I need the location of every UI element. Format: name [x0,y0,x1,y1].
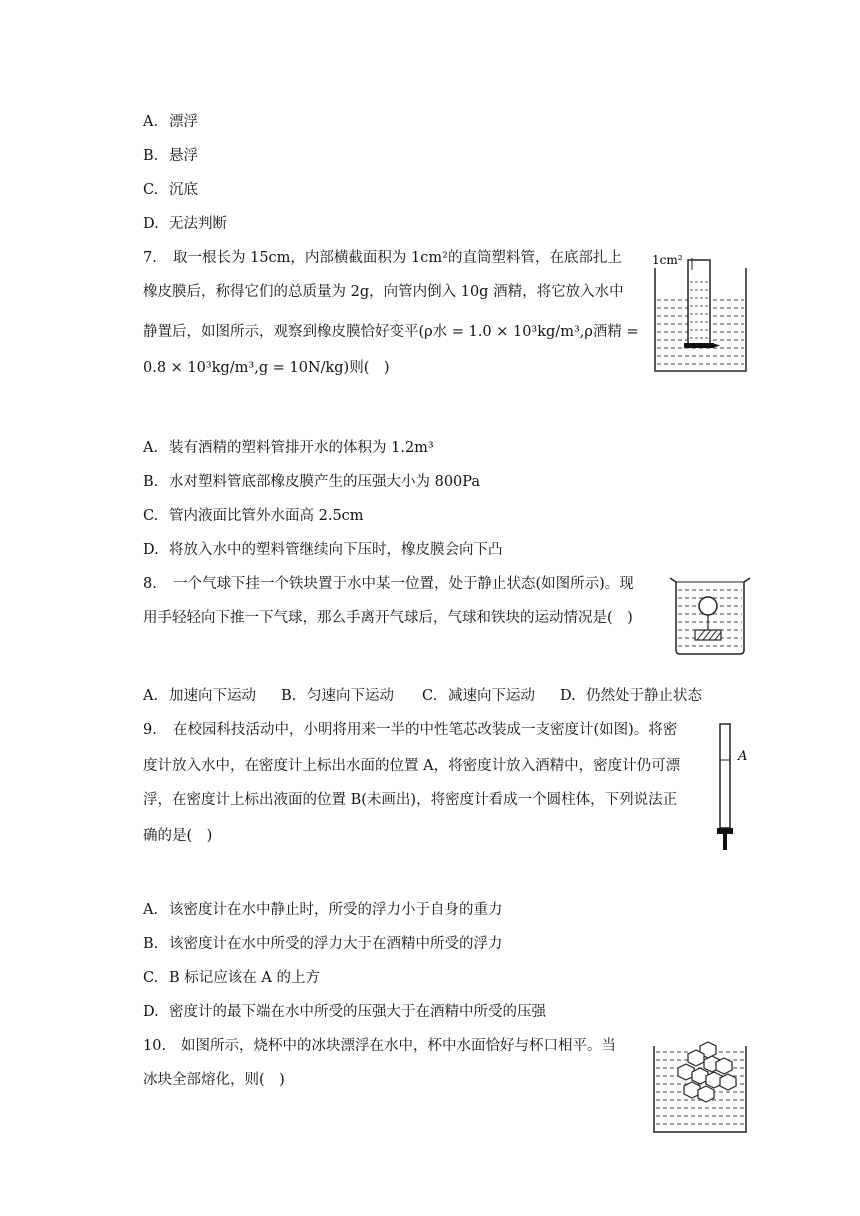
q9-option-b: B. 该密度计在水中所受的浮力大于在酒精中所受的浮力 [143,936,503,952]
q6-option-a: A. 漂浮 [143,114,198,130]
ice-cubes [678,1042,736,1102]
q8-option-c: C. 减速向下运动 [422,688,535,704]
q10-line-1: 10. 如图所示，烧杯中的冰块漂浮在水中，杯中水面恰好与杯口相平。当 [143,1038,616,1054]
q9-option-c: C. B 标记应该在 A 的上方 [143,970,320,986]
q9-line-2: 度计放入水中，在密度计上标出水面的位置 A，将密度计放入酒精中，密度计仍可漂 [143,758,681,774]
q7-line-1: 7. 取一根长为 15cm，内部横截面积为 1cm²的直筒塑料管，在底部扎上 [143,250,622,266]
q7-line-4: 0.8 × 10³kg/m³,g = 10N/kg)则( ) [143,360,390,376]
q8-line-1: 8. 一个气球下挂一个铁块置于水中某一位置，处于静止状态(如图所示)。现 [143,576,634,592]
q9-option-d: D. 密度计的最下端在水中所受的压强大于在酒精中所受的压强 [143,1004,546,1020]
q7-option-d: D. 将放入水中的塑料管继续向下压时，橡皮膜会向下凸 [143,542,503,558]
q8-options-row [143,686,702,706]
q8-option-d: D. 仍然处于静止状态 [560,688,702,704]
q9-line-3: 浮，在密度计上标出液面的位置 B(未画出)，将密度计看成一个圆柱体，下列说法正 [143,792,678,808]
q9-figure-label: A [738,749,748,764]
q10-line-2: 冰块全部熔化，则( ) [143,1072,285,1088]
q8-balloon-figure [668,574,752,658]
q9-line-4: 确的是( ) [143,828,213,844]
balloon-shape [699,597,717,615]
q10-ice-beaker-figure [650,1040,750,1134]
q7-option-a: A. 装有酒精的塑料管排开水的体积为 1.2m³ [143,440,434,456]
q8-line-2: 用手轻轻向下推一下气球，那么手离开气球后，气球和铁块的运动情况是( ) [143,610,633,626]
q7-option-b: B. 水对塑料管底部橡皮膜产生的压强大小为 800Pa [143,474,481,490]
iron-block-shape [695,630,721,640]
q7-tube-figure [650,248,750,374]
q8-option-a: A. 加速向下运动 [143,688,256,704]
q6-option-d: D. 无法判断 [143,216,227,232]
q9-line-1: 9. 在校园科技活动中，小明将用来一半的中性笔芯改装成一支密度计(如图)。将密 [143,722,678,738]
q7-option-c: C. 管内液面比管外水面高 2.5cm [143,508,364,524]
q7-line-2: 橡皮膜后，称得它们的总质量为 2g，向管内倒入 10g 酒精，将它放入水中 [143,284,624,300]
q9-densimeter-figure [712,720,758,852]
q7-figure-label: 1cm² [652,253,683,267]
q6-option-c: C. 沉底 [143,182,198,198]
q8-option-b: B. 匀速向下运动 [281,688,394,704]
q9-option-a: A. 该密度计在水中静止时，所受的浮力小于自身的重力 [143,902,503,918]
q7-line-3: 静置后，如图所示，观察到橡皮膜恰好变平(ρ水 = 1.0 × 10³kg/m³,ρ酒精 = [143,324,639,340]
q6-option-b: B. 悬浮 [143,148,198,164]
